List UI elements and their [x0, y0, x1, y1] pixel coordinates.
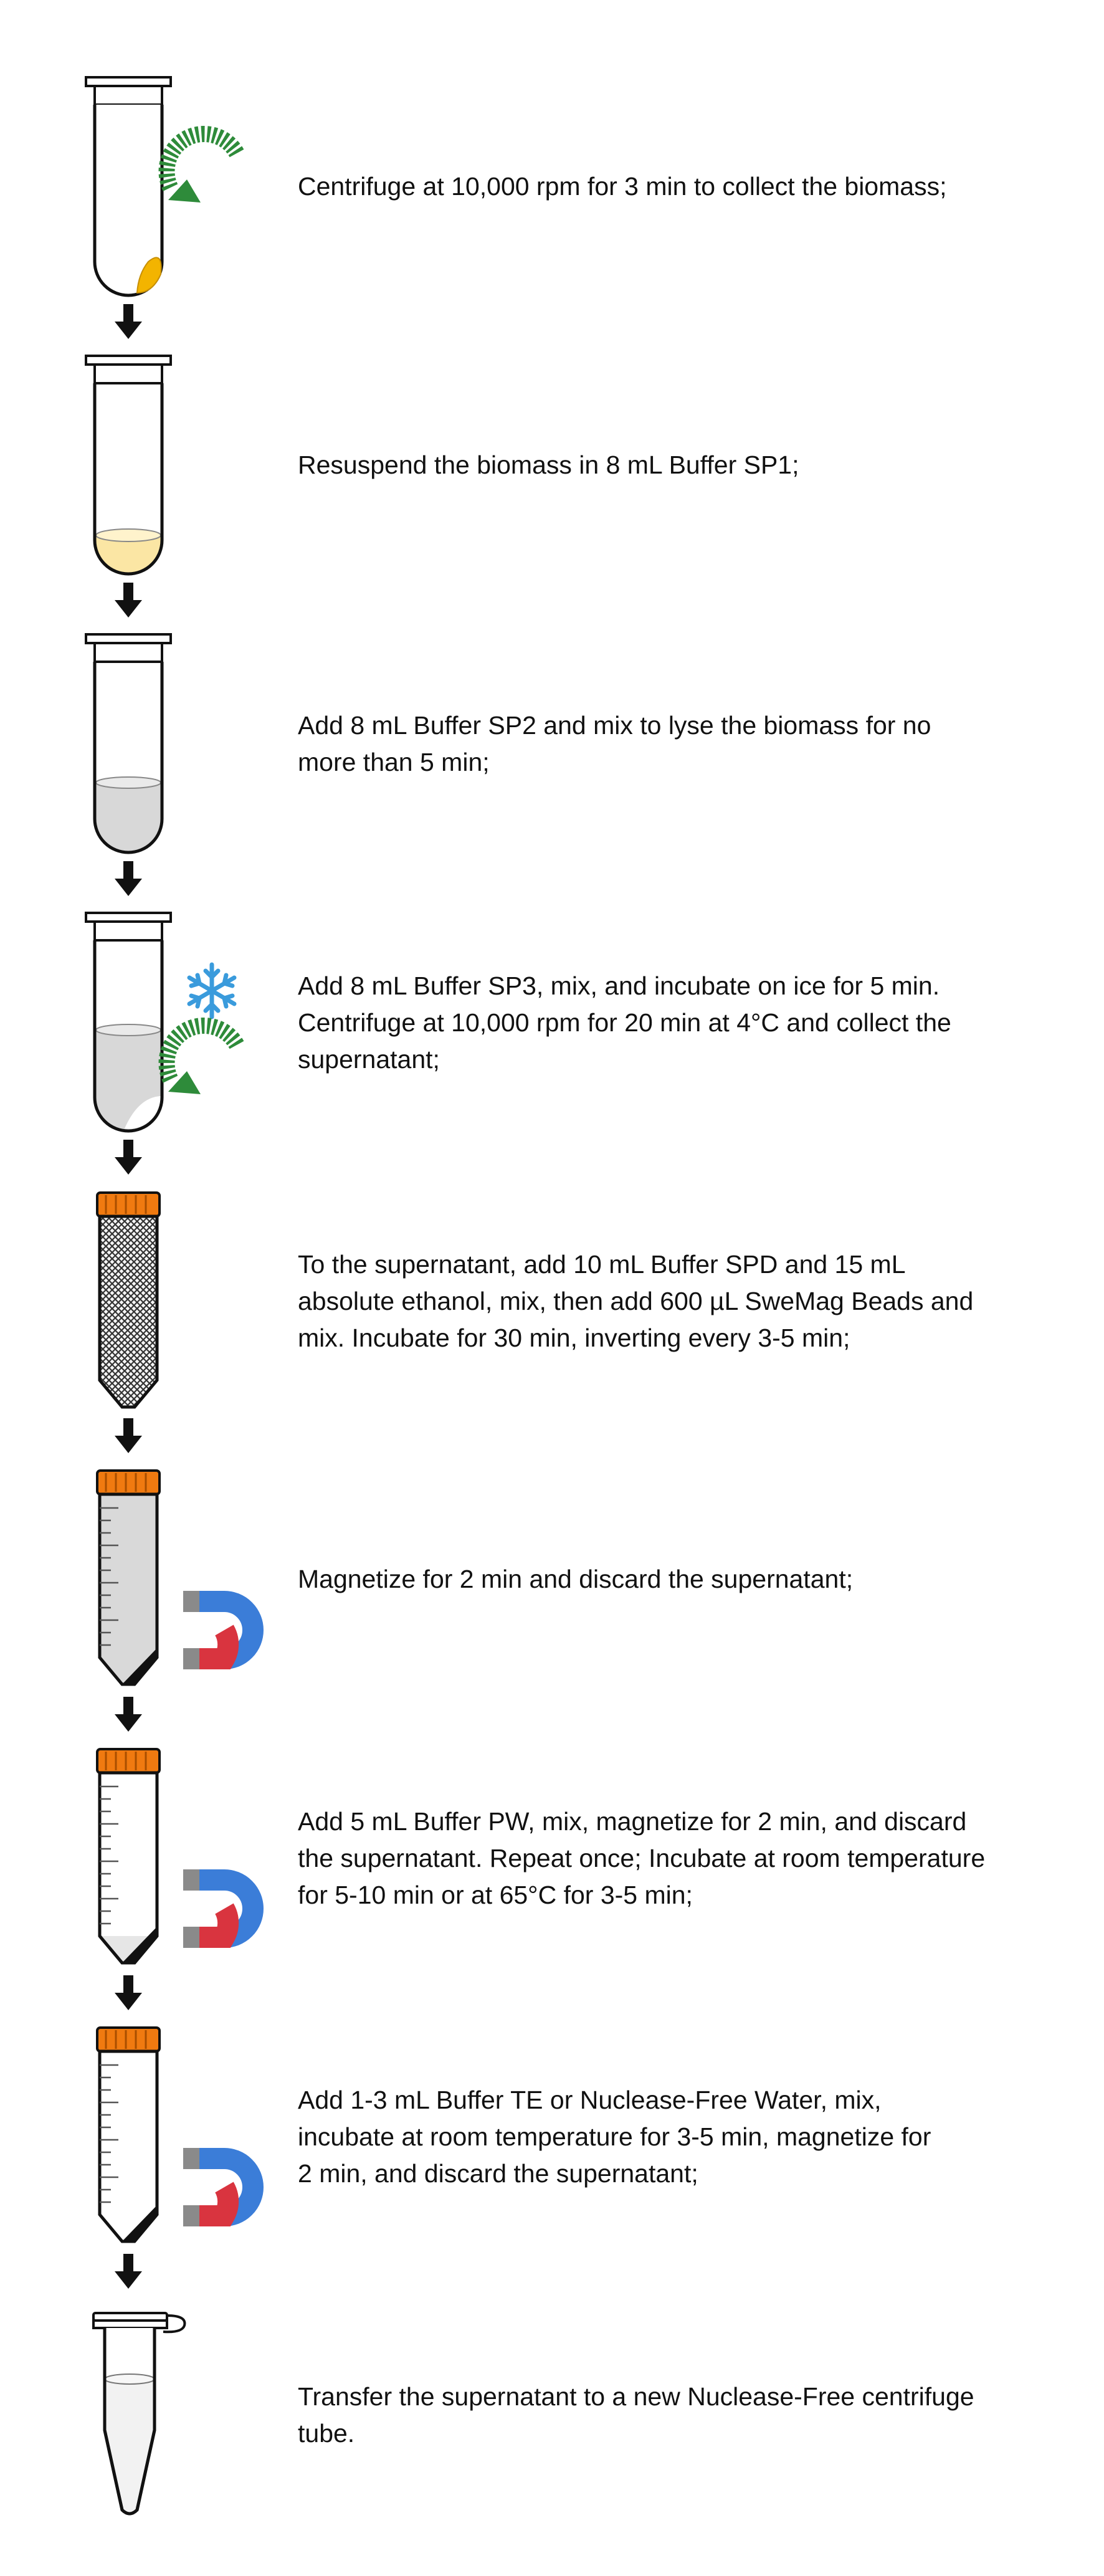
down-arrow-icon	[115, 1975, 142, 2010]
step-1-tube	[86, 77, 171, 295]
step-8-conical-tube	[97, 2028, 159, 2241]
step-4-line-1: Add 8 mL Buffer SP3, mix, and incubate on ice for 5 min.	[298, 971, 940, 1000]
step-5-text	[298, 1246, 1083, 1357]
step-9-microcentrifuge-tube	[93, 2313, 184, 2514]
down-arrow-icon	[115, 861, 142, 896]
step-8-line-3: 2 min, and discard the supernatant;	[298, 2159, 698, 2188]
step-3-text	[298, 707, 1083, 781]
step-8-line-2: incubate at room temperature for 3-5 min, magnetize for	[298, 2122, 931, 2151]
down-arrow-icon	[115, 304, 142, 339]
step-5-line-2: absolute ethanol, mix, then add 600 µL SweMag Beads and	[298, 1287, 974, 1315]
step-2-text	[298, 447, 1083, 484]
step-6-text	[298, 1561, 1083, 1598]
snowflake-icon	[189, 965, 234, 1017]
step-3-line-1: Add 8 mL Buffer SP2 and mix to lyse the biomass for no	[298, 711, 931, 740]
step-9-line-1: Transfer the supernatant to a new Nuclease-Free centrifuge	[298, 2382, 974, 2411]
step-1-text	[298, 168, 1083, 205]
step-4-line-2: Centrifuge at 10,000 rpm for 20 min at 4°C and collect the	[298, 1008, 951, 1037]
step-9-line-2: tube.	[298, 2419, 355, 2448]
down-arrow-icon	[115, 2254, 142, 2289]
centrifuge-rotation-icon	[167, 134, 237, 203]
step-5-conical-tube	[97, 1193, 159, 1407]
horseshoe-magnet-icon	[183, 1869, 253, 1948]
step-7-line-1: Add 5 mL Buffer PW, mix, magnetize for 2 min, and discard	[298, 1807, 967, 1836]
step-5-line-1: To the supernatant, add 10 mL Buffer SPD and 15 mL	[298, 1250, 906, 1279]
horseshoe-magnet-icon	[183, 2148, 253, 2226]
step-4-tube	[86, 913, 171, 1131]
step-7-conical-tube	[97, 1749, 159, 1963]
step-7-text	[298, 1803, 1083, 1914]
down-arrow-icon	[115, 1418, 142, 1453]
step-8-text	[298, 2082, 1083, 2192]
horseshoe-magnet-icon	[183, 1591, 253, 1669]
step-3-line-2: more than 5 min;	[298, 748, 490, 776]
down-arrow-icon	[115, 1140, 142, 1175]
down-arrow-icon	[115, 583, 142, 618]
step-2-tube	[86, 356, 171, 574]
step-2-line-1: Resuspend the biomass in 8 mL Buffer SP1;	[298, 451, 799, 479]
step-4-line-3: supernatant;	[298, 1045, 440, 1074]
step-6-line-1: Magnetize for 2 min and discard the supernatant;	[298, 1565, 854, 1593]
step-6-conical-tube	[97, 1471, 159, 1684]
down-arrow-icon	[115, 1697, 142, 1732]
step-8-line-1: Add 1-3 mL Buffer TE or Nuclease-Free Water, mix,	[298, 2086, 882, 2114]
step-4-text	[298, 968, 1083, 1078]
step-7-line-2: the supernatant. Repeat once; Incubate at room temperature	[298, 1844, 986, 1872]
centrifuge-rotation-icon	[167, 1026, 237, 1094]
step-1-line-1: Centrifuge at 10,000 rpm for 3 min to collect the biomass;	[298, 172, 947, 201]
step-7-line-3: for 5-10 min or at 65°C for 3-5 min;	[298, 1881, 693, 1909]
step-5-line-3: mix. Incubate for 30 min, inverting every 3-5 min;	[298, 1324, 850, 1352]
step-3-tube	[86, 634, 171, 852]
step-9-text	[298, 2378, 1083, 2452]
